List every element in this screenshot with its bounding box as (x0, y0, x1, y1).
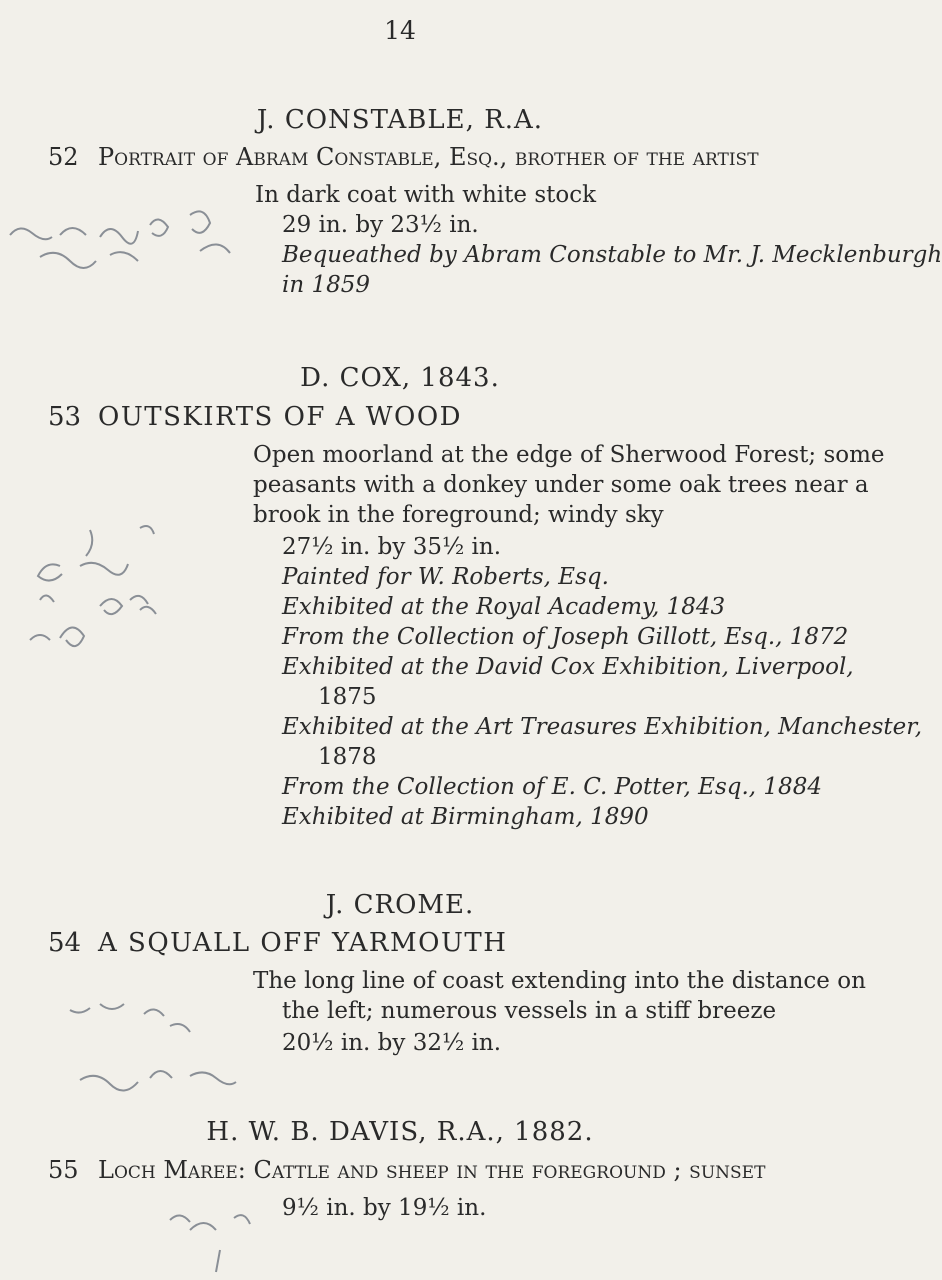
provenance-line: 1875 (318, 684, 377, 710)
provenance-line: Exhibited at the Art Treasures Exhibition, Manchester, (282, 714, 923, 740)
lot-title: Portrait of Abram Constable, Esq., brother of the artist (98, 143, 759, 171)
provenance-line: Exhibited at the Royal Academy, 1843 (282, 594, 726, 620)
lot-description: brook in the foreground; windy sky (253, 502, 664, 528)
lot-title: Loch Maree: Cattle and sheep in the foreground ; sunset (98, 1156, 766, 1184)
lot-description: In dark coat with white stock (255, 182, 597, 208)
lot-number: 52 (48, 143, 79, 171)
lot-description: peasants with a donkey under some oak trees near a (253, 472, 869, 498)
lot-number: 55 (48, 1156, 79, 1184)
pencil-annotation (0, 195, 300, 285)
lot-size: 9½ in. by 19½ in. (282, 1195, 487, 1221)
pencil-annotation (0, 510, 260, 670)
lot-size: 20½ in. by 32½ in. (282, 1030, 502, 1056)
lot-number: 54 (48, 928, 82, 958)
lot-description: Open moorland at the edge of Sherwood Forest; some (253, 442, 885, 468)
lot-heading (48, 928, 507, 958)
provenance-line: Exhibited at Birmingham, 1890 (282, 804, 649, 830)
provenance-line: From the Collection of Joseph Gillott, Esq., 1872 (282, 624, 849, 650)
lot-number: 53 (48, 402, 82, 432)
provenance-line: Painted for W. Roberts, Esq. (282, 564, 609, 590)
provenance-line: From the Collection of E. C. Potter, Esq., 1884 (282, 774, 822, 800)
lot-title: A SQUALL OFF YARMOUTH (98, 928, 508, 958)
provenance-line: in 1859 (282, 272, 371, 298)
pencil-annotation (150, 1200, 310, 1280)
provenance-line: 1878 (318, 744, 377, 770)
provenance-line: Exhibited at the David Cox Exhibition, Liverpool, (282, 654, 854, 680)
lot-heading (48, 402, 462, 432)
lot-title: OUTSKIRTS OF A WOOD (98, 402, 462, 432)
lot-size: 29 in. by 23½ in. (282, 212, 479, 238)
lot-size: 27½ in. by 35½ in. (282, 534, 502, 560)
lot-description: The long line of coast extending into the distance on (253, 968, 866, 994)
artist-name: J. CONSTABLE, R.A. (256, 105, 544, 135)
lot-heading (48, 143, 759, 171)
lot-description: the left; numerous vessels in a stiff breeze (282, 998, 777, 1024)
provenance-line: Bequeathed by Abram Constable to Mr. J. Mecklenburgh (282, 242, 942, 268)
artist-name: D. COX, 1843. (300, 363, 500, 393)
pencil-annotation (60, 1000, 300, 1110)
artist-name: J. CROME. (325, 890, 475, 920)
page-number: 14 (384, 16, 416, 45)
artist-name: H. W. B. DAVIS, R.A., 1882. (206, 1117, 594, 1147)
lot-heading (48, 1156, 765, 1184)
